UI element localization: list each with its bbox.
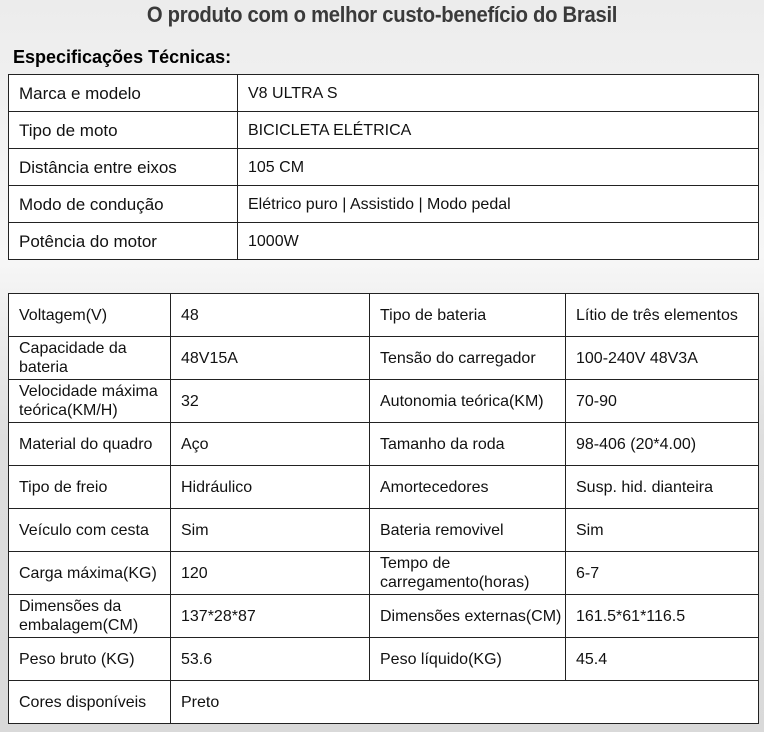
detail-value: Susp. hid. dianteira bbox=[566, 466, 759, 509]
detail-label: Capacidade da bateria bbox=[9, 337, 171, 380]
detail-value: Lítio de três elementos bbox=[566, 294, 759, 337]
table-row bbox=[9, 681, 759, 724]
detail-label: Tipo de freio bbox=[9, 466, 171, 509]
detail-label: Bateria removivel bbox=[370, 509, 566, 552]
spec-label: Potência do motor bbox=[9, 223, 238, 260]
detail-label: Autonomia teórica(KM) bbox=[370, 380, 566, 423]
detail-label: Dimensões da embalagem(CM) bbox=[9, 595, 171, 638]
detail-label: Amortecedores bbox=[370, 466, 566, 509]
spec-value: Elétrico puro | Assistido | Modo pedal bbox=[238, 186, 759, 223]
detail-value: 100-240V 48V3A bbox=[566, 337, 759, 380]
detail-value: Sim bbox=[171, 509, 370, 552]
table-row bbox=[9, 380, 759, 423]
detail-value: 6-7 bbox=[566, 552, 759, 595]
detail-label: Peso líquido(KG) bbox=[370, 638, 566, 681]
table-row bbox=[9, 75, 759, 112]
detail-value: 98-406 (20*4.00) bbox=[566, 423, 759, 466]
detail-value: 45.4 bbox=[566, 638, 759, 681]
detail-label: Dimensões externas(CM) bbox=[370, 595, 566, 638]
detail-value: 120 bbox=[171, 552, 370, 595]
detail-value: Hidráulico bbox=[171, 466, 370, 509]
detail-value: 53.6 bbox=[171, 638, 370, 681]
detail-value: 70-90 bbox=[566, 380, 759, 423]
spec-title: Especificações Técnicas: bbox=[13, 47, 232, 67]
main-specs-table bbox=[8, 74, 759, 260]
spec-label: Modo de condução bbox=[9, 186, 238, 223]
details-table bbox=[8, 293, 759, 724]
spec-value: 1000W bbox=[238, 223, 759, 260]
detail-value: Preto bbox=[171, 681, 759, 724]
table-row bbox=[9, 337, 759, 380]
spec-value: V8 ULTRA S bbox=[238, 75, 759, 112]
detail-value: 32 bbox=[171, 380, 370, 423]
detail-label: Peso bruto (KG) bbox=[9, 638, 171, 681]
table-row bbox=[9, 466, 759, 509]
detail-label: Tamanho da roda bbox=[370, 423, 566, 466]
spec-value: BICICLETA ELÉTRICA bbox=[238, 112, 759, 149]
detail-value: 48V15A bbox=[171, 337, 370, 380]
detail-label: Velocidade máxima teórica(KM/H) bbox=[9, 380, 171, 423]
table-row bbox=[9, 186, 759, 223]
detail-label: Voltagem(V) bbox=[9, 294, 171, 337]
table-row bbox=[9, 423, 759, 466]
detail-label: Tempo de carregamento(horas) bbox=[370, 552, 566, 595]
spec-label: Tipo de moto bbox=[9, 112, 238, 149]
table-row bbox=[9, 509, 759, 552]
detail-label: Veículo com cesta bbox=[9, 509, 171, 552]
detail-value: 137*28*87 bbox=[171, 595, 370, 638]
detail-label: Tensão do carregador bbox=[370, 337, 566, 380]
detail-label: Cores disponíveis bbox=[9, 681, 171, 724]
detail-label: Material do quadro bbox=[9, 423, 171, 466]
headline: O produto com o melhor custo-benefício do Brasil bbox=[146, 2, 618, 27]
table-row bbox=[9, 552, 759, 595]
detail-value: 161.5*61*116.5 bbox=[566, 595, 759, 638]
table-row bbox=[9, 149, 759, 186]
table-row bbox=[9, 223, 759, 260]
table-row bbox=[9, 638, 759, 681]
detail-value: Sim bbox=[566, 509, 759, 552]
table-row bbox=[9, 112, 759, 149]
detail-value: 48 bbox=[171, 294, 370, 337]
table-row bbox=[9, 294, 759, 337]
detail-label: Tipo de bateria bbox=[370, 294, 566, 337]
spec-value: 105 CM bbox=[238, 149, 759, 186]
spec-label: Marca e modelo bbox=[9, 75, 238, 112]
detail-label: Carga máxima(KG) bbox=[9, 552, 171, 595]
detail-value: Aço bbox=[171, 423, 370, 466]
spec-label: Distância entre eixos bbox=[9, 149, 238, 186]
table-row bbox=[9, 595, 759, 638]
